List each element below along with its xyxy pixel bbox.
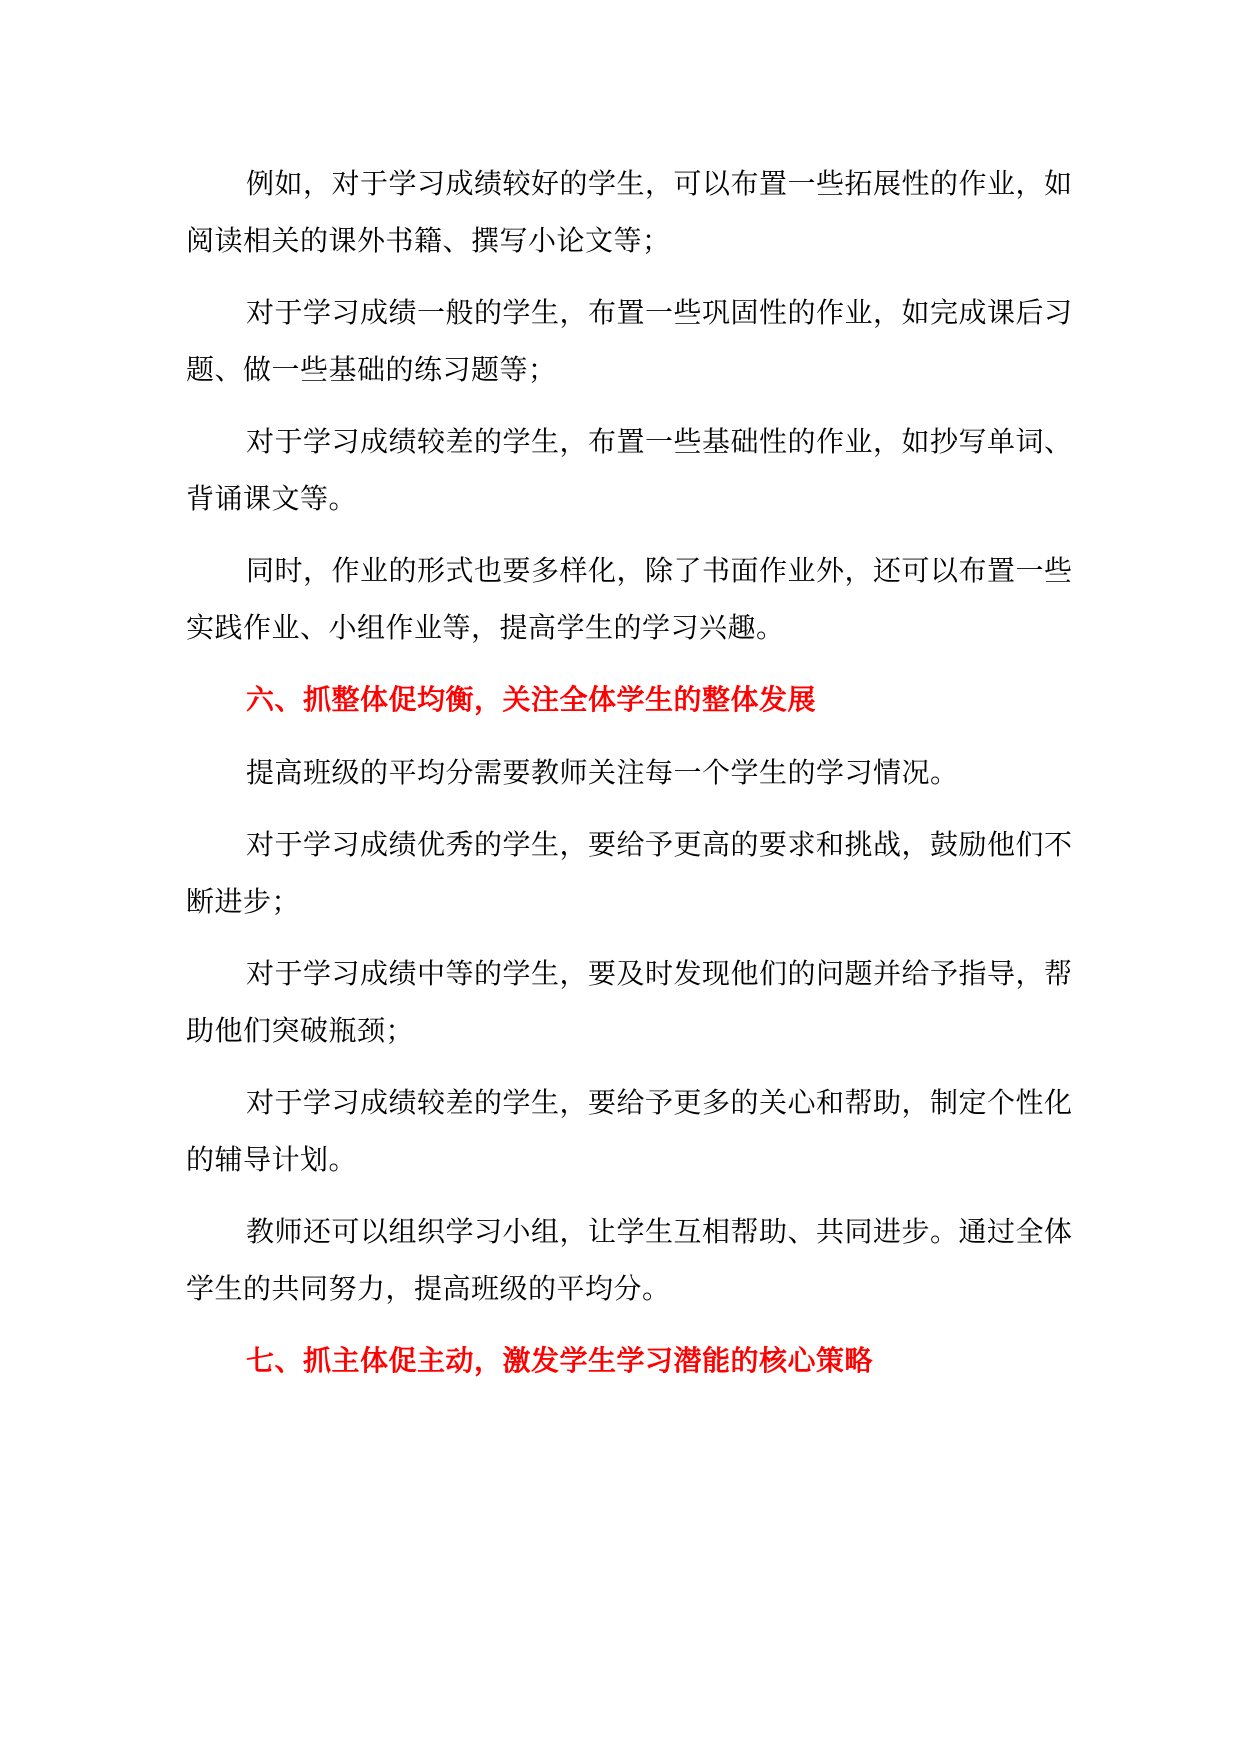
paragraph-consolidation-homework: 对于学习成绩一般的学生，布置一些巩固性的作业，如完成课后习题、做一些基础的练习题等； [186,296,1073,386]
paragraph-extended-homework: 例如，对于学习成绩较好的学生，可以布置一些拓展性的作业，如阅读相关的课外书籍、撰写小论文等； [186,167,1073,257]
paragraph-study-groups: 教师还可以组织学习小组，让学生互相帮助、共同进步。通过全体学生的共同努力，提高班级的平均分。 [186,1215,1073,1305]
section-heading-6: 六、抓整体促均衡，关注全体学生的整体发展 [246,683,817,716]
section-heading-7: 七、抓主体促主动，激发学生学习潜能的核心策略 [246,1344,874,1377]
paragraph-basic-homework: 对于学习成绩较差的学生，布置一些基础性的作业，如抄写单词、背诵课文等。 [186,425,1073,515]
paragraph-weaker-students: 对于学习成绩较差的学生，要给予更多的关心和帮助，制定个性化的辅导计划。 [186,1086,1073,1176]
paragraph-middle-students: 对于学习成绩中等的学生，要及时发现他们的问题并给予指导，帮助他们突破瓶颈； [186,957,1073,1047]
paragraph-homework-diversity: 同时，作业的形式也要多样化，除了书面作业外，还可以布置一些实践作业、小组作业等，提高学生的学习兴趣。 [186,554,1073,644]
paragraph-excellent-students: 对于学习成绩优秀的学生，要给予更高的要求和挑战，鼓励他们不断进步； [186,828,1073,918]
document-page [186,155,1076,1405]
paragraph-class-average: 提高班级的平均分需要教师关注每一个学生的学习情况。 [246,756,959,789]
